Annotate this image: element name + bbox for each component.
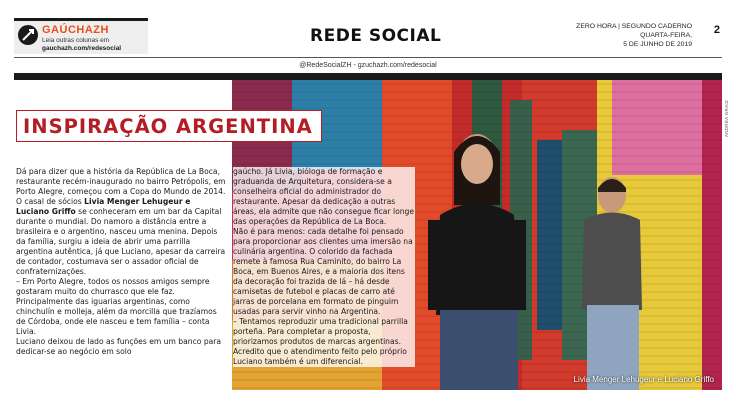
paragraph: Não é para menos: cada detalhe foi pensado para proporcionar aos clientes uma imersão na culinária argentina. O colorido da fachada remete à famosa Rua Caminito, do bairro La Boca, em Buenos Aires, e a maioria dos itens da decoração foi trazida de lá – há desde camisetas de futebol e placas de carro até jarras de porcelana em formato de pinguim usadas para servir vinho na Argentina. (233, 227, 413, 316)
edition-date: 5 DE JUNHO DE 2019 (623, 41, 692, 48)
edition-info (576, 22, 692, 49)
paragraph (16, 167, 226, 277)
article-column-1 (16, 167, 226, 357)
brand-tagline: Leia outras colunas em (42, 37, 110, 44)
photo-credit: ANDRÉA GRAIZ (724, 100, 729, 138)
photo-caption: Livia Menger Lehugeur e Luciano Griffo (573, 375, 714, 384)
headline: INSPIRAÇÃO ARGENTINA (16, 110, 322, 142)
paragraph: – Tentamos reproduzir uma tradicional parrilla porteña. Para completar a proposta, priorizamos produtos de marcas argentinas. Acredito que o atendimento feito pelo próprio Luciano também é um diferencial. (233, 317, 408, 366)
brand-url[interactable]: gauchazh.com/redesocial (42, 45, 122, 52)
paragraph: gaúcho. Já Livia, bióloga de formação e graduanda de Arquitetura, considera-se a conselheira oficial do administrador do restaurante. Apesar da dedicação a outras áreas, ela admite que não consegue ficar longe das operações da República de La Boca. (233, 167, 415, 226)
section-title: REDE SOCIAL (310, 26, 442, 46)
social-handles[interactable]: @RedeSocialZH - gzuchazh.com/redesocial (299, 62, 437, 69)
article-column-2 (233, 167, 415, 367)
page-number: 2 (713, 24, 720, 36)
text-run: se conheceram em um bar da Capital durante o mundial. Do namoro a distância entre a brasileira e o argentino, nasceu uma menina. Depois da família, surgiu a ideia de abrir uma parrilla argentina autêntica, já que Luciano, apesar da carreira de contador, costumava ser o assador oficial de confraternizações. (16, 207, 226, 276)
section-bar (14, 73, 722, 80)
paragraph: Luciano deixou de lado as funções em um banco para dedicar-se ao negócio em solo (16, 337, 222, 356)
header-divider (14, 57, 722, 58)
text-run: Dá para dizer que a história da República de La Boca, restaurante recém-inaugurado no bairro Petrópolis, em Porto Alegre, começou com a Copa do Mundo de 2014. O casal de sócios (16, 167, 226, 206)
gauchazh-promo[interactable] (14, 18, 148, 54)
arrow-logo-icon (18, 25, 38, 45)
brand-title: GAÚCHAZH (42, 24, 109, 36)
paragraph: – Em Porto Alegre, todos os nossos amigos sempre gostaram muito do churrasco que ele faz. Principalmente das iguarias argentinas, como chinchulín e molleja, além da morcilla que trazíamos de Córdoba, onde ele nasceu e tem família – conta Livia. (16, 277, 217, 336)
edition-paper: ZERO HORA | SEGUNDO CADERNO (576, 23, 692, 30)
owner-names: Livia Menger Lehugeur e Luciano Griffo (16, 197, 191, 216)
edition-weekday: QUARTA-FEIRA, (640, 32, 692, 39)
